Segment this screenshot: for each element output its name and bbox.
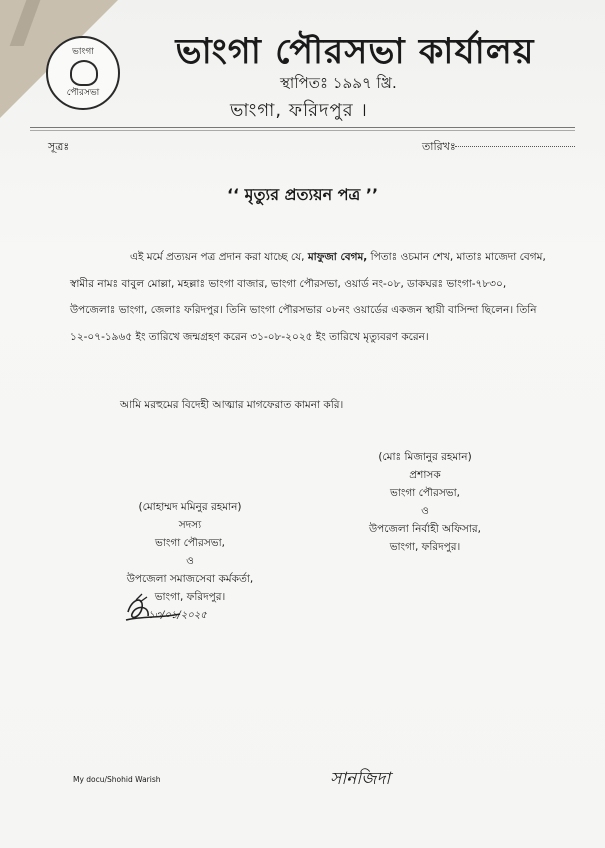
signatory-left-location: ভাংগা, ফরিদপুর। (154, 591, 226, 603)
certificate-paragraph (70, 244, 550, 350)
date-label: তারিখঃ (422, 140, 456, 153)
header-divider (30, 127, 575, 128)
seal-bottom-text: পৌরসভা (66, 88, 100, 98)
signature-date: ১৩/০১/২০২৫ (148, 610, 207, 621)
signatory-right-title2: উপজেলা নির্বাহী অফিসার, (368, 523, 481, 535)
header-divider-secondary (30, 130, 575, 131)
signatory-left-org: ভাংগা পৌরসভা, (155, 537, 225, 549)
office-address: ভাংগা, ফরিদপুর । (230, 100, 368, 121)
handwritten-name: সানজিদা (330, 769, 391, 789)
signatory-left-title2: উপজেলা সমাজসেবা কর্মকর্তা, (126, 573, 254, 585)
certificate-body (70, 244, 550, 350)
body-details: পিতাঃ ওচমান শেখ, মাতাঃ মাজেদা বেগম, স্বামীর নামঃ বাবুল মোল্লা, মহল্লাঃ ভাংগা বাজার, ভাংগা পৌরসভা, ওয়ার্ড নং-০৮, ডাকঘরঃ ভাংগা-৭৮৩০, উপজেলাঃ ভাংগা, জেলাঃ ফরিদপুর। তিনি ভাংগা পৌরসভার ০৮নং ওয়ার্ডের একজন স্থায়ী বাসিন্দা ছিলেন। তিনি ১২-০৭-১৯৬৫ ইং তারিখে জন্মগ্রহণ করেন ৩১-০৮-২০২৫ ইং তারিখে মৃত্যুবরণ করেন। (70, 251, 546, 343)
signatory-left-name: (মোহাম্মদ মমিনুর রহমান) (138, 501, 242, 513)
date-blank-line (455, 146, 575, 147)
office-title: ভাংগা পৌরসভা কার্যালয় (175, 31, 535, 72)
handwritten-signature (122, 590, 212, 630)
signatory-right-title: প্রশাসক (409, 469, 441, 481)
signatory-left-and: ও (186, 555, 194, 567)
signatory-block-right (345, 448, 505, 556)
deceased-name: মাফুজা বেগম, (307, 251, 368, 263)
reference-label: সূত্রঃ (48, 140, 70, 153)
prayer-line: আমি মরহুমের বিদেহী আত্মার মাগফেরাত কামনা করি। (120, 399, 344, 411)
signatory-left-title: সদস্য (178, 519, 202, 531)
seal-emblem-icon (70, 60, 98, 86)
municipality-seal (46, 36, 120, 110)
signatory-right-location: ভাংগা, ফরিদপুর। (389, 541, 461, 553)
body-intro: এই মর্মে প্রত্যয়ন পত্র প্রদান করা যাচ্ছে যে, (130, 251, 308, 263)
certificate-heading: ‘‘ মৃত্যুর প্রত্যয়ন পত্র ’’ (226, 185, 379, 204)
established-date: স্থাপিতঃ ১৯৯৭ খ্রি. (280, 74, 397, 92)
seal-top-text: ভাংগা (72, 47, 94, 57)
footer-note: My docu/Shohid Warish (73, 775, 161, 784)
signatory-right-org: ভাংগা পৌরসভা, (390, 487, 460, 499)
signatory-right-name: (মোঃ মিজানুর রহমান) (378, 451, 472, 463)
signatory-right-and: ও (421, 505, 429, 517)
